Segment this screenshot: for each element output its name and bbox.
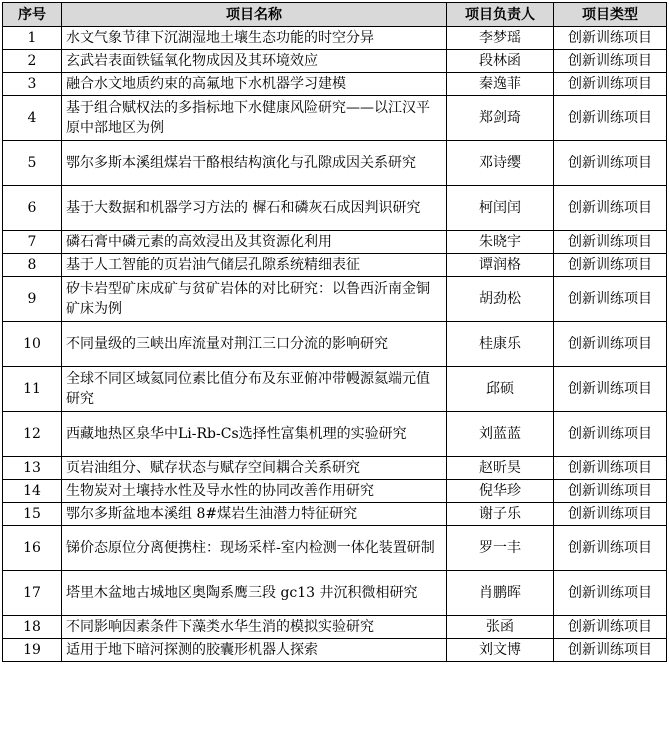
table-row	[3, 277, 667, 322]
row-project-type: 创新训练项目	[554, 50, 667, 73]
row-project-leader: 张函	[447, 616, 554, 639]
table-row	[3, 254, 667, 277]
table-row	[3, 412, 667, 457]
row-project-leader: 肖鹏晖	[447, 571, 554, 616]
header-project-type: 项目类型	[554, 3, 667, 27]
row-project-name: 全球不同区域氦同位素比值分布及东亚俯冲带幔源氦端元值研究	[62, 367, 447, 412]
row-project-type: 创新训练项目	[554, 73, 667, 96]
row-seq: 5	[3, 141, 62, 186]
row-project-leader: 邱硕	[447, 367, 554, 412]
row-project-type: 创新训练项目	[554, 231, 667, 254]
row-seq: 7	[3, 231, 62, 254]
row-project-name: 基于组合赋权法的多指标地下水健康风险研究——以江汉平原中部地区为例	[62, 96, 447, 141]
row-project-name: 页岩油组分、赋存状态与赋存空间耦合关系研究	[62, 457, 447, 480]
project-table	[2, 2, 667, 662]
row-project-name: 矽卡岩型矿床成矿与贫矿岩体的对比研究：以鲁西沂南金铜矿床为例	[62, 277, 447, 322]
table-row	[3, 322, 667, 367]
row-seq: 10	[3, 322, 62, 367]
table-row	[3, 457, 667, 480]
row-project-type: 创新训练项目	[554, 457, 667, 480]
table-row	[3, 571, 667, 616]
row-project-name: 不同量级的三峡出库流量对荆江三口分流的影响研究	[62, 322, 447, 367]
table-row	[3, 186, 667, 231]
row-seq: 13	[3, 457, 62, 480]
row-project-name: 西藏地热区泉华中Li-Rb-Cs选择性富集机理的实验研究	[62, 412, 447, 457]
row-project-leader: 谢子乐	[447, 503, 554, 526]
row-project-type: 创新训练项目	[554, 254, 667, 277]
row-project-leader: 郑剑琦	[447, 96, 554, 141]
row-project-type: 创新训练项目	[554, 480, 667, 503]
row-project-name: 磷石膏中磷元素的高效浸出及其资源化利用	[62, 231, 447, 254]
row-project-leader: 柯闰闰	[447, 186, 554, 231]
row-project-name: 鄂尔多斯盆地本溪组 8#煤岩生油潜力特征研究	[62, 503, 447, 526]
row-project-name: 基于大数据和机器学习方法的 樨石和磷灰石成因判识研究	[62, 186, 447, 231]
row-project-type: 创新训练项目	[554, 322, 667, 367]
row-project-name: 塔里木盆地古城地区奥陶系鹰三段 gc13 井沉积微相研究	[62, 571, 447, 616]
row-project-type: 创新训练项目	[554, 526, 667, 571]
row-seq: 15	[3, 503, 62, 526]
row-seq: 12	[3, 412, 62, 457]
row-project-type: 创新训练项目	[554, 96, 667, 141]
row-seq: 19	[3, 639, 62, 662]
row-project-leader: 朱晓宇	[447, 231, 554, 254]
row-project-leader: 刘文博	[447, 639, 554, 662]
row-seq: 9	[3, 277, 62, 322]
row-project-type: 创新训练项目	[554, 141, 667, 186]
row-project-leader: 赵昕昊	[447, 457, 554, 480]
table-row	[3, 367, 667, 412]
table-row	[3, 480, 667, 503]
row-project-name: 适用于地下暗河探测的胶囊形机器人探索	[62, 639, 447, 662]
table-row	[3, 141, 667, 186]
header-project-name: 项目名称	[62, 3, 447, 27]
table-header-row	[3, 3, 667, 27]
row-project-leader: 李梦瑶	[447, 27, 554, 50]
row-project-leader: 倪华珍	[447, 480, 554, 503]
row-seq: 4	[3, 96, 62, 141]
row-project-name: 锑价态原位分离便携柱：现场采样-室内检测一体化装置研制	[62, 526, 447, 571]
table-row	[3, 231, 667, 254]
row-seq: 8	[3, 254, 62, 277]
row-project-name: 鄂尔多斯本溪组煤岩干酪根结构演化与孔隙成因关系研究	[62, 141, 447, 186]
row-project-type: 创新训练项目	[554, 277, 667, 322]
table-row	[3, 96, 667, 141]
row-seq: 11	[3, 367, 62, 412]
row-seq: 18	[3, 616, 62, 639]
row-project-type: 创新训练项目	[554, 412, 667, 457]
row-seq: 17	[3, 571, 62, 616]
header-project-leader: 项目负责人	[447, 3, 554, 27]
row-project-leader: 刘蓝蓝	[447, 412, 554, 457]
header-seq: 序号	[3, 3, 62, 27]
row-project-name: 融合水文地质约束的高氟地下水机器学习建模	[62, 73, 447, 96]
row-seq: 1	[3, 27, 62, 50]
row-seq: 14	[3, 480, 62, 503]
row-project-leader: 桂康乐	[447, 322, 554, 367]
row-project-name: 生物炭对土壤持水性及导水性的协同改善作用研究	[62, 480, 447, 503]
row-project-type: 创新训练项目	[554, 639, 667, 662]
row-project-leader: 秦逸菲	[447, 73, 554, 96]
row-project-leader: 段林函	[447, 50, 554, 73]
table-body	[3, 27, 667, 662]
table-row	[3, 526, 667, 571]
table-row	[3, 503, 667, 526]
row-project-name: 不同影响因素条件下藻类水华生消的模拟实验研究	[62, 616, 447, 639]
row-project-type: 创新训练项目	[554, 186, 667, 231]
row-project-name: 基于人工智能的页岩油气储层孔隙系统精细表征	[62, 254, 447, 277]
row-seq: 2	[3, 50, 62, 73]
row-project-name: 玄武岩表面铁锰氧化物成因及其环境效应	[62, 50, 447, 73]
table-row	[3, 616, 667, 639]
table-row	[3, 639, 667, 662]
row-seq: 16	[3, 526, 62, 571]
table-row	[3, 73, 667, 96]
row-project-leader: 罗一丰	[447, 526, 554, 571]
row-project-type: 创新训练项目	[554, 367, 667, 412]
row-seq: 3	[3, 73, 62, 96]
table-row	[3, 27, 667, 50]
row-project-type: 创新训练项目	[554, 27, 667, 50]
row-project-type: 创新训练项目	[554, 571, 667, 616]
row-project-name: 水文气象节律下沉湖湿地土壤生态功能的时空分异	[62, 27, 447, 50]
table-row	[3, 50, 667, 73]
row-project-leader: 邓诗缨	[447, 141, 554, 186]
row-project-leader: 谭润格	[447, 254, 554, 277]
row-project-type: 创新训练项目	[554, 503, 667, 526]
row-project-type: 创新训练项目	[554, 616, 667, 639]
row-project-leader: 胡劲松	[447, 277, 554, 322]
row-seq: 6	[3, 186, 62, 231]
